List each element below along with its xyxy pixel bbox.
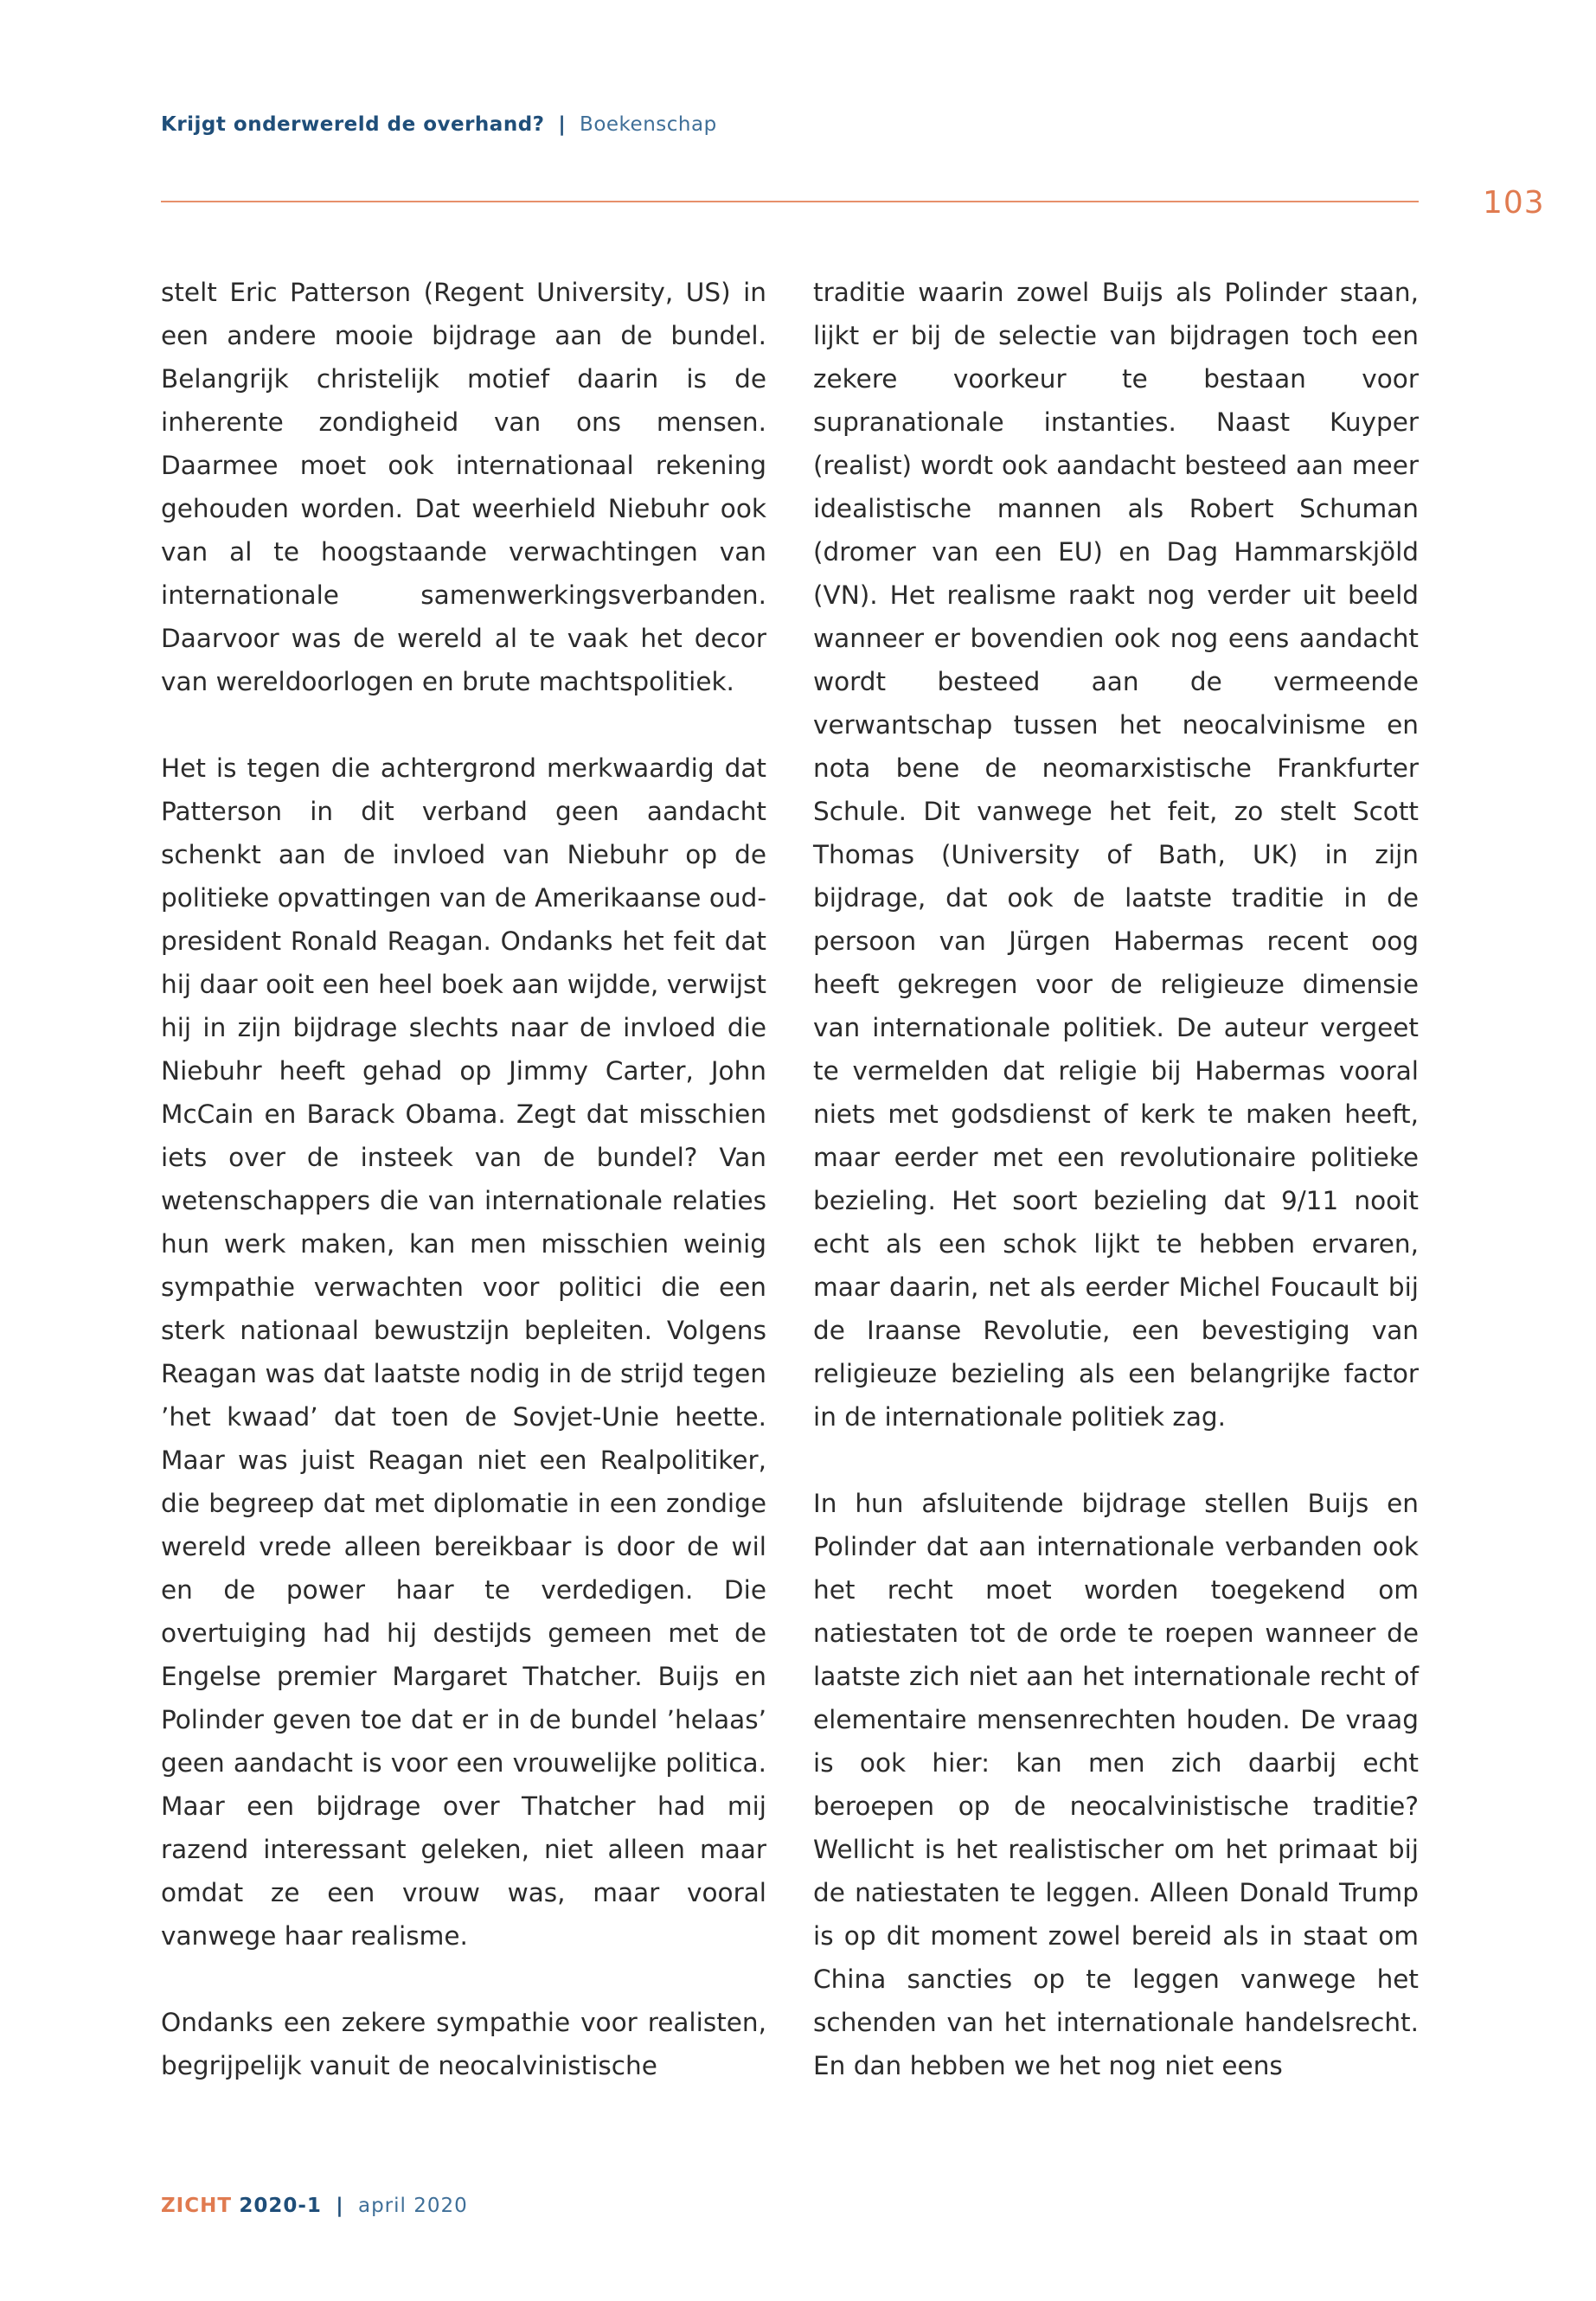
- footer-separator: |: [336, 2195, 344, 2217]
- header-separator: |: [558, 113, 567, 136]
- paragraph: In hun afsluitende bijdrage stellen Buijs en Polinder dat aan internationale verbanden ook het recht moet worden toegekend om natiestaten tot de orde te roepen wanneer de laatste zich niet aan het internationale recht of elementaire mensenrechten houden. De vraag is ook hier: kan men zich daarbij echt beroepen op de neocalvinistische traditie? Wellicht is het realistischer om het primaat bij de natiestaten te leggen. Alleen Donald Trump is op dit moment zowel bereid als in staat om China sancties op te leggen vanwege het schenden van het internationale handelsrecht. En dan hebben we het nog niet eens: [813, 1489, 1419, 2080]
- issue-number: 2020-1: [239, 2195, 322, 2217]
- running-header: [161, 113, 717, 136]
- paragraph: Ondanks een zekere sympathie voor realisten, begrijpelijk vanuit de neocalvinistische: [161, 2008, 766, 2080]
- footer: [161, 2195, 468, 2217]
- issue-date: april 2020: [357, 2195, 468, 2217]
- paragraph: traditie waarin zowel Buijs als Polinder staan, lijkt er bij de selectie van bijdragen toch een zekere voorkeur te bestaan voor supranationale instanties. Naast Kuyper (realist) wordt ook aandacht besteed aan meer idealistische mannen als Robert Schuman (dromer van een EU) en Dag Hammarskjöld (VN). Het realisme raakt nog verder uit beeld wanneer er bovendien ook nog eens aandacht wordt besteed aan de vermeende verwantschap tussen het neocalvinisme en nota bene de neomarxistische Frankfurter Schule. Dit vanwege het feit, zo stelt Scott Thomas (University of Bath, UK) in zijn bijdrage, dat ook de laatste traditie in de persoon van Jürgen Habermas recent oog heeft gekregen voor de religieuze dimensie van internationale politiek. De auteur vergeet te vermelden dat religie bij Habermas vooral niets met godsdienst of kerk te maken heeft, maar eerder met een revolutionaire politieke bezieling. Het soort bezieling dat 9/11 nooit echt als een schok lijkt te hebben ervaren, maar daarin, net als eerder Michel Foucault bij de Iraanse Revolutie, een bevestiging van religieuze bezieling als een belangrijke factor in de internationale politiek zag.: [813, 278, 1419, 1432]
- header-rule: [161, 201, 1419, 202]
- magazine-name: ZICHT: [161, 2195, 233, 2217]
- paragraph: stelt Eric Patterson (Regent University, US) in een andere mooie bijdrage aan de bundel. Belangrijk christelijk motief daarin is de inherente zondigheid van ons mensen. Daarmee moet ook internationaal rekening gehouden worden. Dat weerhield Niebuhr ook van al te hoogstaande verwachtingen van internationale samenwerkingsverbanden. Daarvoor was de wereld al te vaak het decor van wereldoorlogen en brute machtspolitiek.: [161, 278, 766, 696]
- article-title: Krijgt onderwereld de overhand?: [161, 113, 545, 136]
- right-column: [813, 271, 1419, 2131]
- left-column: [161, 271, 766, 2131]
- page-number: 103: [1483, 185, 1545, 221]
- section-name: Boekenschap: [580, 113, 717, 136]
- paragraph: Het is tegen die achtergrond merkwaardig dat Patterson in dit verband geen aandacht schenkt aan de invloed van Niebuhr op de politieke opvattingen van de Amerikaanse oud-president Ronald Reagan. Ondanks het feit dat hij daar ooit een heel boek aan wijdde, verwijst hij in zijn bijdrage slechts naar de invloed die Niebuhr heeft gehad op Jimmy Carter, John McCain en Barack Obama. Zegt dat misschien iets over de insteek van de bundel? Van wetenschappers die van internationale relaties hun werk maken, kan men misschien weinig sympathie verwachten voor politici die een sterk nationaal bewustzijn bepleiten. Volgens Reagan was dat laatste nodig in de strijd tegen ’het kwaad’ dat toen de Sovjet-Unie heette. Maar was juist Reagan niet een Realpolitiker, die begreep dat met diplomatie in een zondige wereld vrede alleen bereikbaar is door de wil en de power haar te verdedigen. Die overtuiging had hij destijds gemeen met de Engelse premier Margaret Thatcher. Buijs en Polinder geven toe dat er in de bundel ’helaas’ geen aandacht is voor een vrouwelijke politica. Maar een bijdrage over Thatcher had mij razend interessant geleken, niet alleen maar omdat ze een vrouw was, maar vooral vanwege haar realisme.: [161, 753, 766, 1951]
